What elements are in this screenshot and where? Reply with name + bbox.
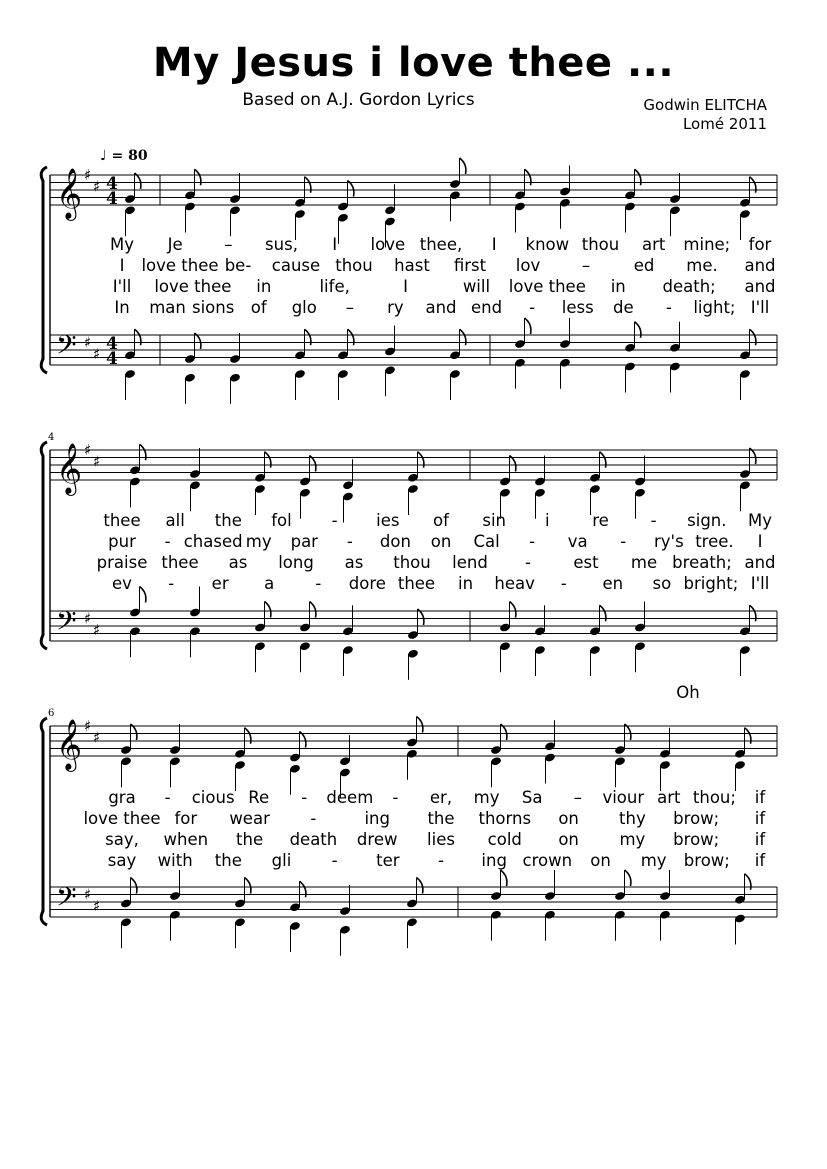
lyric-syllable: life, — [319, 277, 350, 296]
lyric-syllable: will — [462, 277, 491, 296]
note-flag — [417, 717, 423, 733]
lyric-syllable: I'll — [112, 277, 132, 296]
lyric-syllable: on — [430, 532, 452, 551]
lyric-syllable: first — [453, 256, 487, 275]
lyric-syllable: re — [592, 511, 609, 530]
lyric-syllable: viour — [602, 788, 645, 807]
lyric-syllable: - — [529, 532, 536, 551]
lyric-syllable: - — [392, 788, 399, 807]
lyric-syllable: in — [458, 574, 474, 593]
lyric-syllable: - — [665, 298, 672, 317]
composition-place-date: Lomé 2011 — [682, 115, 767, 133]
lyric-syllable: - — [301, 788, 308, 807]
lyric-syllable: with — [157, 851, 193, 870]
lyric-syllable: man — [149, 298, 186, 317]
lyric-syllable: mine; — [683, 235, 731, 254]
treble-clef-icon: 𝄞 — [56, 443, 83, 494]
lyric-syllable: - — [164, 532, 171, 551]
lyric-syllable: brow; — [673, 830, 720, 849]
lyric-syllable: if — [754, 830, 766, 849]
note-flag — [131, 878, 137, 894]
lyric-syllable: - — [525, 553, 531, 572]
note-flag — [460, 158, 466, 174]
lyric-syllable: lend — [452, 553, 488, 572]
lyric-syllable: of — [250, 298, 267, 317]
lyric-syllable: ry — [387, 298, 404, 317]
lyric-syllable: - — [650, 511, 657, 530]
lyric-syllable: tree. — [695, 532, 734, 551]
lyric-syllable: so — [652, 574, 672, 593]
lyric-syllable: the — [214, 851, 242, 870]
sharp-icon: ♯ — [84, 166, 92, 184]
sharp-icon: ♯ — [84, 333, 92, 352]
lyric-syllable: long — [278, 553, 314, 572]
lyric-syllable: - — [346, 532, 353, 551]
lyric-syllable: lies — [427, 830, 455, 849]
note-flag — [310, 602, 316, 618]
lyric-syllable: bright; — [683, 574, 739, 593]
lyric-syllable: don — [379, 532, 411, 551]
lyric-syllable: glo — [291, 298, 317, 317]
lyric-syllable: art — [641, 235, 666, 254]
lyric-syllable: - — [560, 574, 567, 593]
lyric-syllable: know — [525, 235, 570, 254]
lyric-syllable: I'll — [750, 298, 770, 317]
lyric-syllable: cause — [271, 256, 321, 275]
sharp-icon: ♯ — [93, 177, 101, 196]
lyric-syllable: I — [403, 277, 408, 296]
lyric-syllable: love thee — [508, 277, 586, 296]
note-flag — [140, 587, 146, 603]
lyric-syllable: thou — [393, 553, 431, 572]
system-bracket — [41, 718, 47, 925]
lyric-syllable: my — [619, 830, 646, 849]
lyric-syllable: thee — [397, 574, 436, 593]
lyric-syllable: thee — [103, 511, 141, 530]
lyric-syllable: love thee — [154, 277, 232, 296]
lyric-syllable: as — [344, 553, 364, 572]
lyric-syllable: est — [573, 553, 599, 572]
lyric-syllable: – — [581, 256, 591, 275]
lyric-syllable: less — [561, 298, 594, 317]
lyric-syllable: My — [109, 235, 135, 254]
lyric-syllable: - — [620, 532, 627, 551]
lyric-syllable: cold — [487, 830, 522, 849]
lyric-syllable: ies — [376, 511, 400, 530]
lyric-syllable: end — [471, 298, 503, 317]
lyric-syllable: me — [630, 553, 658, 572]
lyric-syllable: gli — [271, 851, 292, 870]
lyric-syllable: sin — [482, 511, 506, 530]
note-flag — [417, 878, 423, 894]
lyric-syllable: art — [657, 788, 681, 807]
bass-clef-icon: 𝄢 — [56, 881, 77, 919]
sharp-icon: ♯ — [84, 609, 92, 628]
lyric-syllable: Sa — [521, 788, 543, 807]
lyric-syllable: - — [438, 851, 444, 870]
lyric-syllable: ry's — [654, 532, 684, 551]
lyric-syllable: as — [228, 553, 248, 572]
sharp-icon: ♯ — [84, 717, 92, 735]
lyric-syllable: va — [567, 532, 588, 551]
lyric-syllable: love thee — [141, 256, 219, 275]
sharp-icon: ♯ — [93, 344, 101, 363]
lyric-syllable: if — [754, 788, 766, 807]
lyric-syllable: a — [264, 574, 275, 593]
lyric-syllable: - — [331, 851, 338, 870]
lyrics — [83, 235, 775, 870]
lyric-syllable: death — [289, 830, 338, 849]
lyric-syllable: on — [590, 851, 611, 870]
note-flag — [501, 870, 507, 886]
lyric-syllable: sions — [191, 298, 235, 317]
lyric-syllable: and — [744, 256, 776, 275]
lyric-syllable: ed — [633, 256, 655, 275]
lyric-syllable: I'll — [750, 574, 770, 593]
lyric-syllable: thee — [161, 553, 199, 572]
lyric-syllable: In — [114, 298, 130, 317]
lyric-syllable: death; — [662, 277, 716, 296]
lyric-syllable: love — [370, 235, 406, 254]
bass-clef-icon: 𝄢 — [56, 605, 77, 643]
lyric-syllable: thy — [619, 809, 646, 828]
lyric-syllable: ev — [112, 574, 132, 593]
lyric-syllable: when — [163, 830, 209, 849]
lyric-syllable: thorns — [478, 809, 532, 828]
lyric-syllable: - — [164, 788, 171, 807]
sharp-icon: ♯ — [93, 620, 101, 639]
lyric-syllable: chased — [183, 532, 243, 551]
sharp-icon: ♯ — [84, 441, 92, 459]
lyric-syllable: - — [331, 511, 338, 530]
lyric-syllable: hast — [394, 256, 430, 275]
system-bracket — [41, 167, 47, 373]
lyric-syllable: of — [433, 511, 449, 530]
composer-name: Godwin ELITCHA — [643, 96, 767, 114]
lyric-syllable: I — [119, 256, 125, 275]
lyric-syllable: my — [640, 851, 667, 870]
sharp-icon: ♯ — [93, 452, 101, 471]
lyric-syllable: ing — [364, 809, 390, 828]
lyric-syllable: i — [545, 511, 550, 530]
sharp-icon: ♯ — [93, 896, 101, 915]
lyric-syllable: thou — [335, 256, 373, 275]
note-flag — [625, 870, 631, 886]
lyric-syllable: on — [558, 809, 579, 828]
lyric-syllable: fol — [271, 511, 292, 530]
lyric-syllable: brow; — [683, 851, 730, 870]
treble-clef-icon: 𝄞 — [56, 719, 83, 770]
lyric-syllable: sign. — [687, 511, 727, 530]
lyric-syllable: wear — [229, 809, 270, 828]
lyric-syllable: – — [224, 235, 233, 254]
lyric-syllable: and — [744, 277, 776, 296]
lyric-syllable: cious — [191, 788, 235, 807]
bass-lyric: Oh — [676, 683, 700, 702]
lyric-syllable: heav — [494, 574, 535, 593]
lyric-syllable: for — [174, 809, 198, 828]
lyric-syllable: par — [290, 532, 318, 551]
lyric-syllable: - — [529, 298, 536, 317]
lyric-syllable: the — [214, 511, 242, 530]
lyric-syllable: Je — [167, 235, 183, 254]
sharp-icon: ♯ — [93, 728, 101, 747]
lyric-syllable: dore — [348, 574, 386, 593]
lyric-syllable: thou — [581, 235, 620, 254]
lyric-syllable: crown — [522, 851, 573, 870]
lyric-syllable: – — [345, 298, 354, 317]
lyric-syllable: my — [473, 788, 500, 807]
subtitle: Based on A.J. Gordon Lyrics — [242, 90, 475, 110]
lyric-syllable: if — [754, 809, 766, 828]
lyric-syllable: the — [427, 809, 455, 828]
lyric-syllable: me. — [686, 256, 718, 275]
lyric-syllable: er — [211, 574, 229, 593]
lyric-syllable: if — [754, 851, 766, 870]
lyric-syllable: on — [558, 830, 579, 849]
time-signature: 4 — [106, 174, 118, 194]
time-signature: 4 — [106, 189, 118, 209]
lyric-syllable: my — [245, 532, 272, 551]
lyric-syllable: ing — [481, 851, 507, 870]
lyric-syllable: thou; — [692, 788, 736, 807]
sharp-icon: ♯ — [84, 885, 92, 904]
lyric-syllable: I — [332, 235, 338, 254]
note-flag — [525, 318, 531, 334]
lyric-syllable: thee, — [419, 235, 463, 254]
lyric-syllable: - — [310, 809, 317, 828]
lyric-syllable: breath; — [672, 553, 732, 572]
lyric-syllable: er, — [429, 788, 453, 807]
lyric-syllable: gra — [108, 788, 136, 807]
lyric-syllable: Re — [248, 788, 270, 807]
measure-number: 4 — [48, 432, 55, 443]
lyric-syllable: say, — [105, 830, 139, 849]
note-flag — [245, 878, 251, 894]
lyric-syllable: de — [612, 298, 634, 317]
lyric-syllable: in — [256, 277, 272, 296]
lyric-syllable: - — [168, 574, 175, 593]
lyric-syllable: say — [107, 851, 137, 870]
lyric-syllable: pur — [108, 532, 136, 551]
lyric-syllable: and — [744, 553, 776, 572]
lyric-syllable: en — [602, 574, 624, 593]
lyric-syllable: all — [165, 511, 185, 530]
lyric-syllable: in — [610, 277, 626, 296]
tempo-marking: ♩ = 80 — [100, 148, 148, 164]
treble-clef-icon: 𝄞 — [56, 168, 83, 219]
lyric-syllable: drew — [356, 830, 398, 849]
lyric-syllable: praise — [96, 553, 148, 572]
lyric-syllable: be- — [224, 256, 252, 275]
lyric-syllable: sus, — [265, 235, 298, 254]
lyric-syllable: My — [747, 511, 773, 530]
lyric-syllable: love thee — [83, 809, 161, 828]
lyric-syllable: for — [748, 235, 772, 254]
time-signature: 4 — [106, 349, 118, 369]
lyric-syllable: the — [236, 830, 264, 849]
lyric-syllable: – — [573, 788, 582, 807]
lyric-syllable: ter — [376, 851, 400, 870]
lyric-syllable: lov — [515, 256, 541, 275]
page-title: My Jesus i love thee ... — [152, 40, 675, 86]
lyric-syllable: I — [757, 532, 763, 551]
note-flag — [265, 602, 271, 618]
lyric-syllable: I — [491, 235, 497, 254]
lyric-syllable: light; — [693, 298, 736, 317]
time-signature: 4 — [106, 334, 118, 354]
bass-clef-icon: 𝄢 — [56, 329, 77, 367]
lyric-syllable: Cal — [473, 532, 500, 551]
note-flag — [510, 602, 516, 618]
measure-number: 6 — [48, 708, 55, 719]
lyric-syllable: and — [425, 298, 457, 317]
system-bracket — [41, 442, 47, 649]
lyric-syllable: - — [315, 574, 322, 593]
lyric-syllable: deem — [326, 788, 374, 807]
lyric-syllable: brow; — [673, 809, 720, 828]
